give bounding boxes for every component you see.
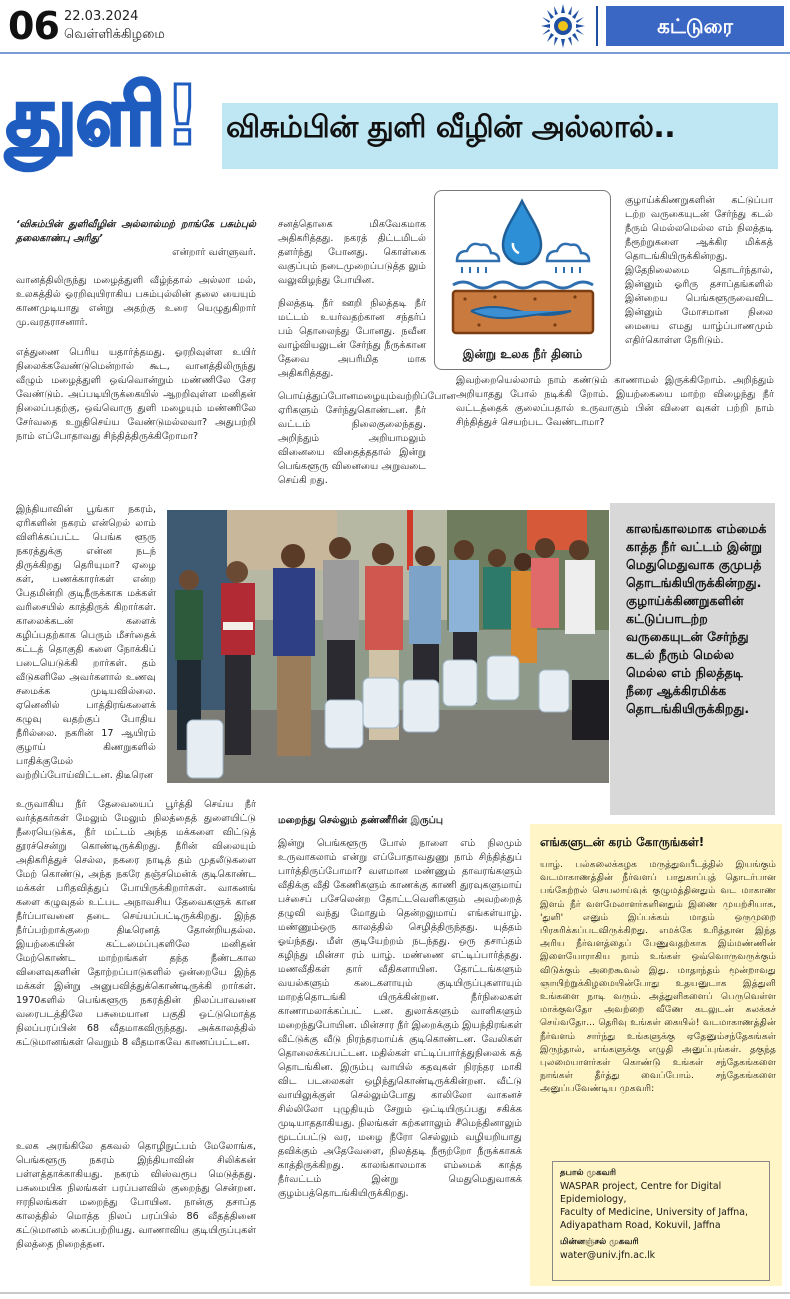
section-subheading: மறைந்து செல்லும் தண்ணீரின் இருப்பு (278, 815, 444, 826)
address-box (552, 1161, 770, 1281)
world-water-day-card (434, 190, 611, 370)
left-bottom-overflow (16, 798, 256, 1138)
right-top-column-b (456, 374, 774, 439)
pull-quote-text: காலங்காலமாக எம்மைக் காத்த நீர் வட்டம் இன்று மெதுமெதுவாக குமுபத் தொடங்கியிருக்கின்றது. குழாய்க்கிணறுகளின் கட்டுப்பாடற்ற வருகையுடன் சேர்ந்து கடல் நீரும் மெல்ல மெல்ல எம் நிலத்தடி நீரை ஆக்கிரமிக்க தொடங்கியிருக்கிறது. (626, 521, 767, 716)
postal-address-label: தபால் முகவரி (560, 1168, 617, 1178)
middle-paragraph-3: பொய்த்துப்போனமழையும்வற்றிப்போன ஏரிகளும் சேர்ந்துகொண்டன. நீர் வட்டம் நிலைகுலைந்தது. அறிந்தும் அறியாமலும் வினையை விதைத்ததால் இன்று பெங்களூரு வினையை அறுவடை செய்கி றது. (278, 391, 456, 486)
page-header (0, 0, 790, 56)
sun-logo-icon (538, 3, 588, 49)
appeal-title: எங்களுடன் கரம் கோருங்கள்! (540, 835, 705, 849)
header-divider (596, 6, 598, 46)
headline: விசும்பின் துளி வீழின் அல்லால்.. (226, 110, 676, 145)
middle-top-column (278, 218, 456, 497)
intro-column (16, 218, 256, 453)
address-line-2: Faculty of Medicine, University of Jaffna, (560, 1207, 748, 1218)
intro-paragraph-1: வானத்திலிருந்து மழைத்துளி வீழ்ந்தால் அல்லா மல், உலகத்தில் ஓரறிவுயிராகிய பசும்புல்லின் தலை யையும் காணமுடியாது என்று அதற்கு உரை யெழுதுகிறார் மு.வரதராசனார். (16, 275, 256, 328)
appeal-text: யாழ். பல்கலைக்கழக மருத்துவபீடத்தில் இயங்கும் வடமாகாணத்தின் நீர்வளப் பாதுகாப்புத் தொடர்பான பங்கேற்றல் செயலாய்வுக் குழுமத்தினதும் வட மாகாண இளம் நீர் வளமேலாளர்களினதும் இணை முயற்சியாக, 'துளி' எனும் இப்பக்கம் மாதம் ஒருமுறை பிரசுரிக்கப்படவிருக்கிறது. எமக்கே உரித்தான இந்த அரிய நீர்வளத்தைப் பேணுவதற்காக இம்மண்ணின் இளையோராகிய நாம் உங்கள் ஒவ்வொருவருக்கும் விடுக்கும் அறைகூவல் இது. மாதாந்தம் மூன்றாவது ஞாயிற்றுக்கிழமையின்போது உதயனுடாக இத்துளி உங்களை நாடி வரும். அத்துளிகளைப் பெருவெள்ள மாக்குவதோ அவற்றை வீணே கடலுடன் கலக்கச் செய்வதோ... தெரிவு உங்கள் கையில்! வடமாகாணத்தின் நீர்வளம் சார்ந்து உங்களுக்கு ஏதேனும்சந்தேகங்கள் இருந்தால், எங்களுக்கு எழுதி அனுப்புங்கள். தகுந்த புலமையாளர்கள் கொண்டு உங்கள் சந்தேகங்களை நாங்கள் தீர்த்து வைப்போம். சந்தேகங்களை அனுப்பவேண்டிய முகவரி: (540, 859, 776, 1095)
page-bottom-rule (0, 1292, 790, 1294)
quote-attribution: என்றார் வள்ளுவர். (172, 247, 256, 258)
silicon-valley-paragraph: உலக அரங்கிலே தகவல் தொழிநுட்பம் மேலோங்க, பெங்களூரு நகரம் இந்தியாவின் சிலிக்கன் பள்ளத்தாக்காகியது. நகரம் விஸ்வரூப மெடுத்தது. பசுமையிக நிலங்கள் பரப்பளவில் குறைந்து சென்றன. ஈரநிலங்கள் மறைந்து போயின. நான்கு தசாப்த காலத்தில் மொத்த நிலப் பரப்பில் 86 வீதத்தினை கட்டுமானம் கைப்பற்றியது. வாணாவிய குடியிருப்புகள் நிலத்தை நிறைத்தன. (16, 1141, 256, 1250)
header-rule (0, 52, 790, 54)
section-label: கட்டுரை (606, 6, 784, 46)
middle-paragraph-1: சனத்தொகை மிகவேகமாக அதிகரித்தது. நகரத் திட்டமிடல் தளர்ந்து போனது. கொள்கை வகுப்பும் நடைமுறைப்படுத்த லும் வலுவிழந்து போயின. (278, 219, 426, 286)
middle-bottom-column (278, 814, 522, 1210)
address-line-3: Adiyapatham Road, Kokuvil, Jaffna (560, 1220, 721, 1231)
left-narrow-column (16, 503, 156, 804)
middle-paragraph-2: நிலத்தடி நீர் ஊறி நிலத்தடி நீர் மட்டம் உயர்வதற்கான சந்தர்ப் பம் தொலைந்து போனது. நவீன வாழ்வியலுடன் சேர்ந்து நீருக்கான தேவை அபரிமித மாக அதிகரித்தது. (278, 298, 426, 379)
world-water-day-caption: இன்று உலக நீர் தினம் (462, 347, 583, 361)
masthead-title: துளி! (6, 69, 200, 164)
address-line-1: WASPAR project, Centre for Digital Epidemiology, (560, 1181, 722, 1205)
water-queue-photo (167, 510, 609, 783)
bengaluru-paragraph-tail: உருவாகிய நீர் தேவையைப் பூர்த்தி செய்ய நீர் வர்த்தகர்கள் மேலும் மேலும் நிலத்தைத் துளையிட்டு நீரையெடுக்க, நீர் மட்டம் அந்த மக்களை விட்டுத் தூரச்சென்று கொண்டிருக்கிறது. நீரின் விலையும் அதிகரித்துச் செல்ல, நகரை நாடித் தம் முதலீடுகளை மேற் கொண்டு, அந்த நகரே தஞ்சமென்க் குடிகொண்ட மக்கள் பரிதவித்துப் போயிருக்கிறார்கள். வாகனங் களை கழுவுதல் உட்பட அநாவசிய தேவைகளுக் கான நீர்ப்பாவனை தடை செய்யப்பட்டிருக்கிறது. இந்த நீர்ப்பற்றாக்குறை திடீரெனத் தோன்றியதல்ல. இயற்கையின் கட்டமைப்புகளிலே மனிதன் மேற்கொண்ட மாற்றங்கள் தந்த நீண்டகால விளைவுகளின் தோற்றப்பாடுகளில் ஒன்றையே இந்த மக்கள் இன்று அனுபவித்துக்கொண்டிருக்கி றார்கள். 1970களில் பெங்களூரு நகரத்தின் நிலப்பாவனை வரைபடத்திலே பசுமையான பகுதி ஒட்டுமொத்த நிலப்பரப்பின் 68 வீதமாகவிருந்தது. அக்காலத்தில் கட்டுமானங்கள் வெறும் 8 வீதமாகவே காணப்பட்டன. (16, 799, 256, 1048)
right-paragraph-1: குழாய்க்கிணறுகளின் கட்டுப்பா டற்ற வருகையுடன் சேர்ந்து கடல் நீரும் மெல்லமெல்ல எம் நிலத்தடி நீரூற்றுகளை ஆக்கிர மிக்கத் தொடங்கியிருக்கின்றது. இதேநிலைமை தொடர்ந்தால், இன்னும் ஓரிரு தசாப்தங்களில் இன்றைய பெங்களூருவைவிட இன்னும் மோசமான நிலை மையை எமது யாழ்ப்பாணமும் எதிர்கொள்ள நேரிடும். (625, 195, 773, 346)
jaffna-paragraph: இன்று பெங்களூரு போல் நாளை எம் நிலமும் உருவாகலாம் என்று எப்போதாவதுணு நாம் சிந்தித்துப் பார்த்திருப்போமா? வளமான மண்ணும் தாவரங்களும் வீதிக்கு வீதி கேணிகளும் காணக்கு காணி துரவுகளுமாய் பச்சைப் பசேலென்ற தோட்டவெளிகளும் அவற்றைத் தழுவி வந்து மோதும் தென்றலுமாய் எங்கள்யாழ். மண்ணும்ஒரு காலத்தில் செழித்திருந்தது. யுத்தம் ஓய்ந்தது. மீள் குடியேற்றம் நடந்தது. ஒரு தசாப்தம் கழிந்து மின்சா ரம் யாழ். மண்ணை எட்டிப்பார்த்தது. மணவீதிகள் தார் வீதிகளாயின. தோட்டங்களும் வயல்களும் கடைகளாயும் குடியிருப்புகளாயும் மாறத்தொடங்கி யிருக்கின்றன. நீர்நிலைகள் காணாமலாக்கப்பட் டன. துலாக்களும் வாளிகளும் மறைந்துபோயின. மின்சார நீர் இறைக்கும் இயந்திரங்கள் வீட்டுக்கு வீடு நிரந்தரமாய்க் குடிகொண்டன. வேலிகள் தொலைக்கப்பட்டன. மதில்கள் எட்டிப்பார்த்துநிலைக் கத் தொடங்கின. இரும்பு வாயில் கதவுகள் நிரந்தர மாகி விட படலைகள் ஒழிந்துகொண்டிருக்கின்றன. வீட்டு வாயிலுக்குள் செல்லும்போது காலிலோ வாகனச் சில்லிலோ புழுதியும் சேறும் ஒட்டியிருப்பது சகிக்க முடியாததாகியது. நிலங்கள் கற்களாலும் சீமெந்தினாலும் மூடப்பட்டு வர, மழை நீரோ செல்லும் வழியறியாது தவிக்கும் அதேவேளை, நிலத்தடி நீரூற்றோ நீருக்காகக் காத்திருக்கிறது. காலங்காலமாக எம்மைக் காத்த நீர்வட்டம் இன்று மெதுமெதுவாகக் குழம்பத்தொடங்கியிருக்கிறது. (278, 838, 522, 1199)
intro-paragraph-2: எத்துணை பெரிய யதார்த்தமது. ஓரறிவுள்ள உயிர் நிலைக்கவேண்டுமென்றால் கூட, வானத்திலிருந்து வீழும் மழைத்துளி ஒவ்வொன்றும் மண்ணிலே சேர வேண்டும். அப்படியிருக்கையில் ஆறறிவுள்ள மனிதன் நிலைப்பதற்கு, ஒவ்வொரு துளி மழையும் மண்ணிலே சேர்வதை உறுதிசெய்ய வேண்டுமல்லவா? அதுபற்றி நாம் எப்போதாவது சிந்தித்திருக்கிறோமா? (16, 347, 256, 442)
right-top-column-a (625, 194, 773, 357)
issue-day: வெள்ளிக்கிழமை (64, 27, 165, 42)
right-paragraph-2: இவற்றையெல்லாம் நாம் கண்டும் காணாமல் இருக்கிறோம். அறிந்தும் அறியாதது போல் நடிக்கி றோம். இயற்கையை மாற்ற விழைந்து நீர் வட்டத்தைக் குலைப்பதால் உருவாகும் பின் விளை வுகள் பற்றி நாம் சிந்தித்துச் செயற்பட வேண்டாமா? (456, 375, 774, 428)
thirukkural-quote: ‘விசும்பின் துளிவீழின் அல்லால்மற் றாங்கே பசும்புல் தலைகாண்பு அரிது’ (16, 219, 256, 244)
page-number: 06 (8, 4, 59, 48)
email-address-label: மின்னஞ்சல் முகவரி (560, 1237, 639, 1247)
bengaluru-paragraph: இந்தியாவின் பூங்கா நகரம், ஏரிகளின் நகரம் என்றெல் லாம் விளிக்கப்பட்ட பெங்க ளூரு நகரத்துக்கு என்ன நடந் திருக்கிறது தெரியுமா? ஏழை கள், பணக்காரர்கள் என்ற பேதமின்றி குடிநீருக்காக மக்கள் வரிசையில் காத்திருக் கிறார்கள். காலைக்கடன் களைக் கழிப்பதற்காக பெரும் மீசர்தைக் கட்டத் தொகுதி களை நோக்கிப் படையெடுக்கி றார்கள். தம் வீடுகளிலே அவர்களால் உணவு சமைக்க முடியவில்லை. ஏனெனில் பாத்திரங்களைக் கழுவு வதற்குப் போதிய நீரில்லை. நகரின் 17 ஆயிரம் குழாய் கிணறுகளில் பாதிக்குமேல் வற்றிப்போய்விட்டன. திடீரென (16, 504, 156, 781)
email-address[interactable]: water@univ.jfn.ac.lk (560, 1250, 656, 1261)
issue-date: 22.03.2024 (64, 9, 139, 24)
water-drop-cycle-icon (435, 195, 610, 345)
